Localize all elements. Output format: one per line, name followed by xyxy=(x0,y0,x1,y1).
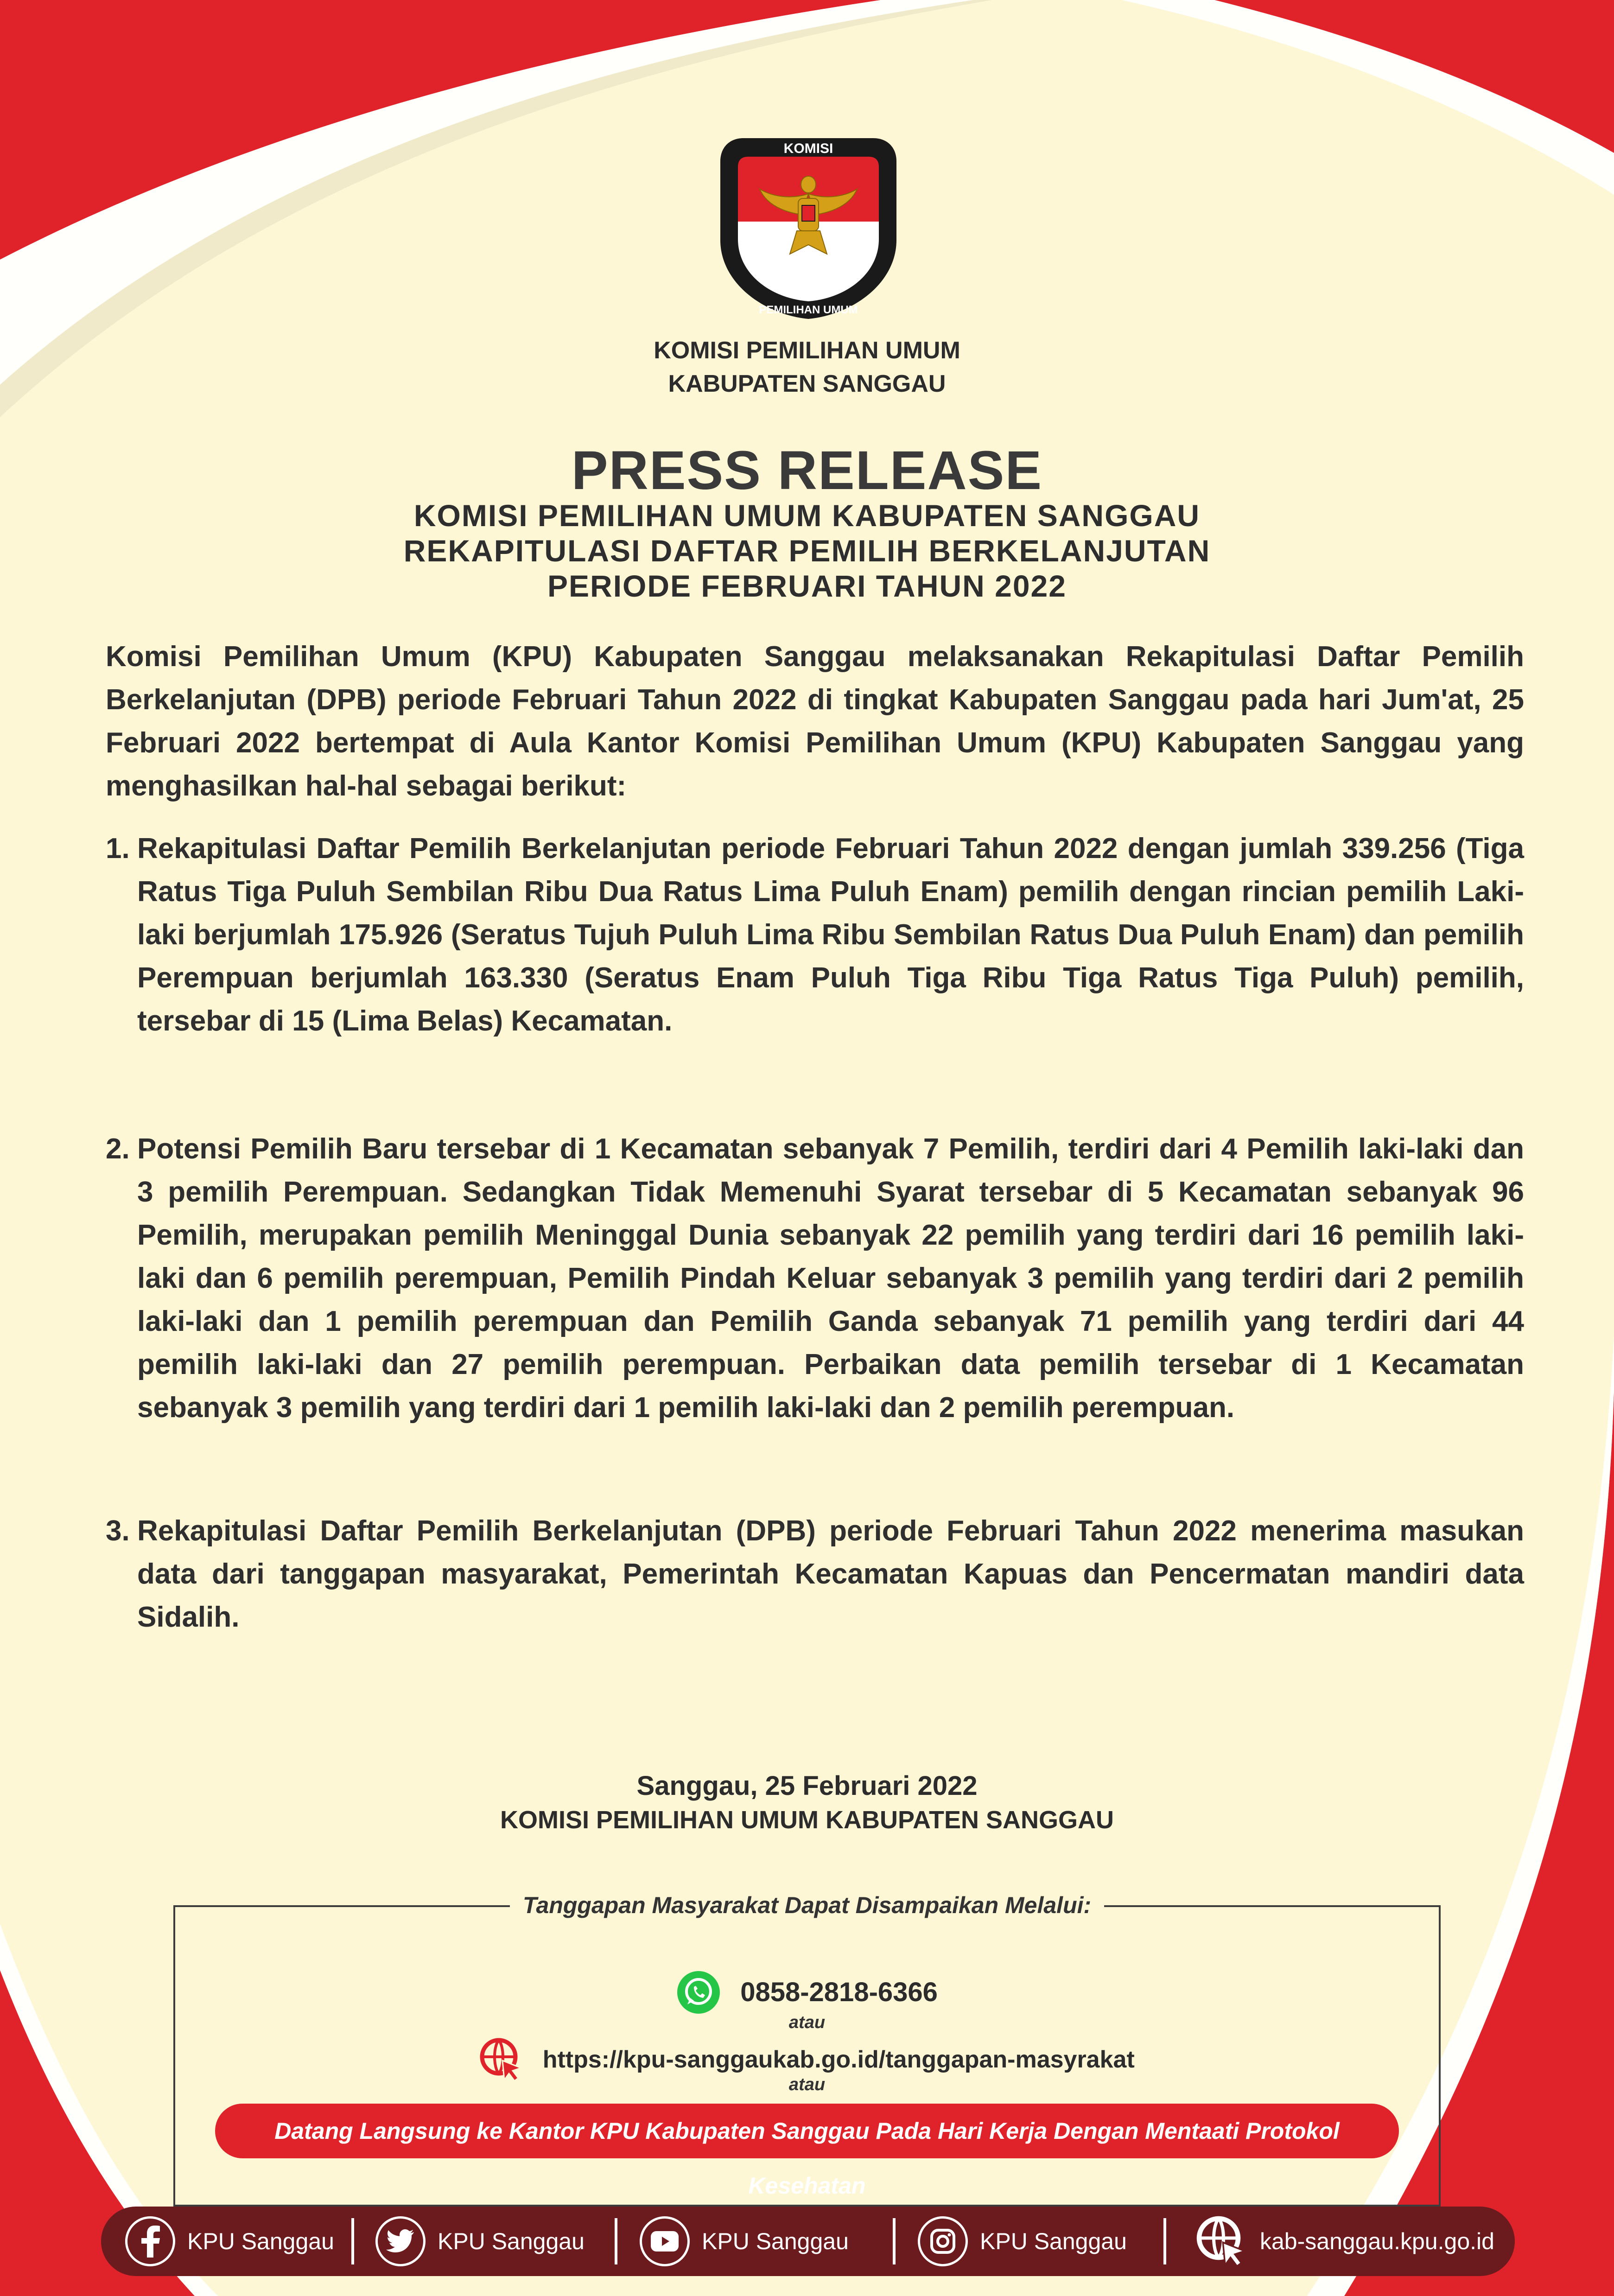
list-item xyxy=(106,827,1524,1043)
phone-number: 0858-2818-6366 xyxy=(740,1977,938,2007)
signature-place-date: Sanggau, 25 Februari 2022 xyxy=(636,1771,978,1801)
website-link[interactable] xyxy=(1196,2207,1494,2276)
footer-divider xyxy=(615,2218,617,2264)
instagram-icon xyxy=(918,2216,968,2266)
page-title: PRESS RELEASE xyxy=(571,440,1043,501)
contact-heading xyxy=(0,1890,1614,1920)
footer-divider xyxy=(1163,2218,1166,2264)
list-item-number: 3. xyxy=(106,1515,130,1547)
subtitle-line1: KOMISI PEMILIHAN UMUM KABUPATEN SANGGAU xyxy=(413,498,1201,533)
list-item-number: 1. xyxy=(106,833,130,865)
list-item-text: Potensi Pemilih Baru tersebar di 1 Kecamatan sebanyak 7 Pemilih, terdiri dari 4 Pemilih laki-laki dan 3 pemilih Perempuan. Sedangkan Tidak Memenuhi Syarat tersebar di 5 Kecamatan sebanyak 96 Pemilih, merupakan pemilih Meninggal Dunia sebanyak 22 pemilih yang terdiri dari 16 pemilih laki-laki dan 6 pemilih perempuan, Pemilih Pindah Keluar sebanyak 3 pemilih yang terdiri dari 2 pemilih laki-laki dan 1 pemilih perempuan dan Pemilih Ganda sebanyak 71 pemilih yang terdiri dari 44 pemilih laki-laki dan 27 pemilih perempuan. Perbaikan data pemilih tersebar di 1 Kecamatan sebanyak 3 pemilih yang terdiri dari 1 pemilih laki-laki dan 2 pemilih perempuan. xyxy=(137,1133,1524,1424)
facebook-icon xyxy=(125,2216,175,2266)
list-item-text: Rekapitulasi Daftar Pemilih Berkelanjutan periode Februari Tahun 2022 dengan jumlah 339.256 (Tiga Ratus Tiga Puluh Sembilan Ribu Dua Ratus Lima Puluh Enam) pemilih dengan rincian pemilih Laki-laki berjumlah 175.926 (Seratus Tujuh Puluh Lima Ribu Sembilan Ratus Dua Puluh Enam) dan pemilih Perempuan berjumlah 163.330 (Seratus Enam Puluh Tiga Ribu Tiga Ratus Tiga Puluh) pemilih, tersebar di 15 (Lima Belas) Kecamatan. xyxy=(137,833,1524,1037)
list-item-text: Rekapitulasi Daftar Pemilih Berkelanjutan (DPB) periode Februari Tahun 2022 menerima masukan data dari tanggapan masyarakat, Pemerintah Kecamatan Kapuas dan Pencermatan mandiri data Sidalih. xyxy=(137,1515,1524,1633)
list-item xyxy=(106,1127,1524,1429)
logo-text-top: KOMISI xyxy=(783,141,833,156)
response-url[interactable]: https://kpu-sanggaukab.go.id/tanggapan-masyrakat xyxy=(542,2046,1135,2073)
kpu-logo xyxy=(716,129,901,324)
signature-org: KOMISI PEMILIHAN UMUM KABUPATEN SANGGAU xyxy=(500,1806,1114,1834)
logo-text-bottom: PEMILIHAN UMUM xyxy=(759,304,858,316)
org-name-line2: KABUPATEN SANGGAU xyxy=(668,370,946,397)
facebook-label: KPU Sanggau xyxy=(187,2228,334,2254)
org-name-line1: KOMISI PEMILIHAN UMUM xyxy=(654,337,960,364)
footer-divider xyxy=(351,2218,354,2264)
web-cursor-icon xyxy=(1196,2215,1248,2267)
youtube-icon xyxy=(640,2216,690,2266)
instagram-label: KPU Sanggau xyxy=(980,2228,1127,2254)
facebook-link[interactable] xyxy=(125,2207,334,2276)
whatsapp-icon xyxy=(676,1970,721,2015)
or-label: atau xyxy=(788,2013,826,2032)
subtitle-line2: REKAPITULASI DAFTAR PEMILIH BERKELANJUTAN xyxy=(403,534,1211,568)
twitter-link[interactable] xyxy=(375,2207,585,2276)
visit-office-banner: Datang Langsung ke Kantor KPU Kabupaten Sanggau Pada Hari Kerja Dengan Mentaati Protokol Kesehatan xyxy=(215,2104,1399,2158)
phone-row[interactable] xyxy=(0,1970,1614,2015)
intro-paragraph: Komisi Pemilihan Umum (KPU) Kabupaten Sanggau melaksanakan Rekapitulasi Daftar Pemilih Berkelanjutan (DPB) periode Februari Tahun 2022 di tingkat Kabupaten Sanggau pada hari Jum'at, 25 Februari 2022 bertempat di Aula Kantor Komisi Pemilihan Umum (KPU) Kabupaten Sanggau yang menghasilkan hal-hal sebagai berikut: xyxy=(106,641,1524,802)
twitter-icon xyxy=(375,2216,426,2266)
subtitle-line3: PERIODE FEBRUARI TAHUN 2022 xyxy=(547,569,1067,603)
website-label: kab-sanggau.kpu.go.id xyxy=(1260,2228,1494,2254)
or-label: atau xyxy=(788,2075,826,2094)
list-item xyxy=(106,1509,1524,1639)
list-item-number: 2. xyxy=(106,1133,130,1165)
contact-heading-text: Tanggapan Masyarakat Dapat Disampaikan Melalui: xyxy=(510,1892,1104,1918)
instagram-link[interactable] xyxy=(918,2207,1127,2276)
twitter-label: KPU Sanggau xyxy=(438,2228,585,2254)
youtube-label: KPU Sanggau xyxy=(702,2228,849,2254)
footer-divider xyxy=(893,2218,896,2264)
youtube-link[interactable] xyxy=(640,2207,849,2276)
